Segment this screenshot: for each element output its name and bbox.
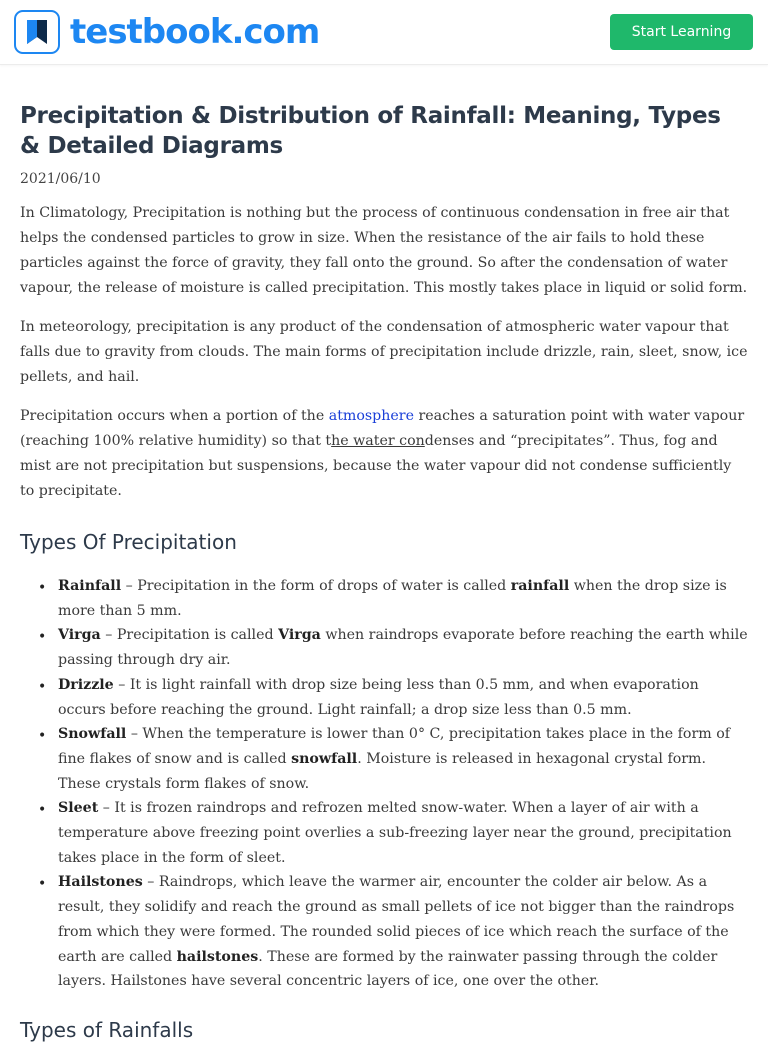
text: – It is frozen raindrops and refrozen melted snow-water. When a layer of air with a temperature above freezing point overlies a sub-freezing layer near the ground, precipitation takes place in the form of sleet. [58, 800, 732, 866]
site-header [0, 0, 768, 65]
logo-bookmark-icon [14, 10, 60, 54]
publish-date: 2021/06/10 [20, 171, 101, 187]
term-inline: snowfall [291, 750, 358, 767]
text: when the drop size is more than 5 mm. [58, 578, 727, 619]
text: . Moisture is released in hexagonal crystal form. These crystals form flakes of snow. [58, 750, 707, 792]
term: Virga [58, 627, 101, 644]
list-item [58, 722, 748, 796]
page-title: Precipitation & Distribution of Rainfall: Meaning, Types & Detailed Diagrams [20, 103, 721, 159]
start-learning-button[interactable]: Start Learning [610, 14, 753, 50]
atmosphere-link[interactable]: atmosphere [328, 408, 414, 424]
paragraph-3 [20, 404, 748, 504]
list-item [58, 673, 748, 722]
article [0, 101, 768, 1044]
text: – Raindrops, which leave the warmer air, encounter the colder air below. As a result, they solidify and reach the ground as small pellets of ice not bigger than the raindrops from which they were formed. The rounded solid pieces of ice which reach the surface of the earth are called [58, 874, 735, 965]
p3-underlined: he water con [331, 433, 425, 449]
text: – When the temperature is lower than 0° C, precipitation takes place in the form of fine flakes of snow and is called [58, 726, 730, 767]
paragraph-2: In meteorology, precipitation is any product of the condensation of atmospheric water vapour that falls due to gravity from clouds. The main forms of precipitation include drizzle, rain, sleet, snow, ice pellets, and hail. [20, 319, 748, 385]
paragraph-1: In Climatology, Precipitation is nothing but the process of continuous condensation in free air that helps the condensed particles to grow in size. When the resistance of the air fails to hold these particles against the force of gravity, they fall onto the ground. So after the condensation of water vapour, the release of moisture is called precipitation. This mostly takes place in liquid or solid form. [20, 205, 748, 296]
list-item [58, 623, 748, 672]
list-item [58, 796, 748, 870]
list-item [58, 574, 748, 623]
section-heading-types-of-rainfalls: Types of Rainfalls [20, 1017, 194, 1042]
term: Hailstones [58, 874, 143, 891]
text: – Precipitation in the form of drops of water is called [121, 578, 511, 594]
term: Sleet [58, 800, 99, 817]
term-inline: hailstones [176, 948, 259, 965]
p3-before: Precipitation occurs when a portion of the [20, 408, 329, 424]
term-inline: rainfall [510, 578, 570, 594]
p3-after: denses and “precipitates”. Thus, fog and mist are not precipitation but suspensions, because the water vapour did not condense sufficiently to precipitate. [20, 433, 732, 499]
term: Snowfall [58, 726, 127, 743]
text: . These are formed by the rainwater passing through the colder layers. Hailstones have several concentric layers of ice, one over the other. [58, 948, 718, 990]
list-item [58, 870, 748, 994]
section-heading-types-of-precipitation: Types Of Precipitation [20, 530, 237, 554]
precipitation-types-list [20, 574, 748, 994]
site-logo[interactable] [14, 10, 319, 54]
text: when raindrops evaporate before reaching the earth while passing through dry air. [58, 627, 748, 669]
text: – It is light rainfall with drop size being less than 0.5 mm, and when evaporation occurs before reaching the ground. Light rainfall; a drop size less than 0.5 mm. [58, 676, 699, 718]
p3-mid: reaches a saturation point with water vapour (reaching 100% relative humidity) so that t [20, 408, 745, 449]
term: Drizzle [58, 676, 114, 693]
text: – Precipitation is called [100, 627, 279, 644]
term: Rainfall [58, 578, 122, 594]
logo-text: testbook.com [70, 12, 320, 52]
term-inline: Virga [278, 627, 321, 644]
